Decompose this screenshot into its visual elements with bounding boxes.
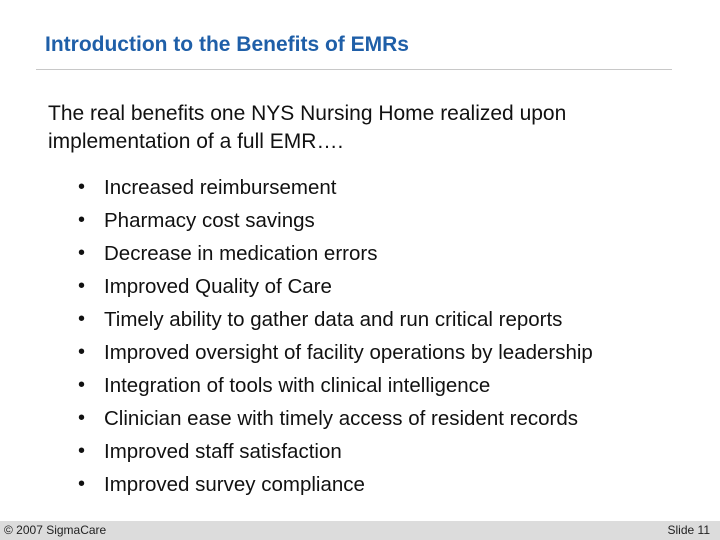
- bullet-icon: •: [78, 275, 86, 297]
- list-item-text: Improved survey compliance: [104, 473, 365, 496]
- bullet-icon: •: [78, 407, 86, 429]
- list-item-text: Improved Quality of Care: [104, 275, 332, 298]
- list-item-text: Improved staff satisfaction: [104, 440, 342, 463]
- list-item: [78, 336, 593, 369]
- bullet-icon: •: [78, 242, 86, 264]
- slide-footer: [0, 521, 720, 540]
- slide-number: Slide 11: [667, 523, 710, 537]
- bullet-icon: •: [78, 440, 86, 462]
- intro-text: The real benefits one NYS Nursing Home realized upon implementation of a full EMR….: [48, 102, 567, 153]
- list-item-text: Integration of tools with clinical intelligence: [104, 374, 491, 397]
- list-item: [78, 171, 593, 204]
- bullet-icon: •: [78, 473, 86, 495]
- list-item-text: Improved oversight of facility operations by leadership: [104, 341, 593, 364]
- list-item: [78, 204, 593, 237]
- bullet-icon: •: [78, 341, 86, 363]
- list-item: [78, 435, 593, 468]
- list-item-text: Clinician ease with timely access of resident records: [104, 407, 578, 430]
- copyright-text: © 2007 SigmaCare: [4, 523, 107, 537]
- list-item: [78, 237, 593, 270]
- title-divider: [36, 69, 672, 70]
- list-item-text: Pharmacy cost savings: [104, 209, 315, 232]
- list-item-text: Decrease in medication errors: [104, 242, 378, 265]
- bullet-icon: •: [78, 308, 86, 330]
- list-item-text: Timely ability to gather data and run critical reports: [104, 308, 563, 331]
- list-item: [78, 303, 593, 336]
- bullet-icon: •: [78, 176, 86, 198]
- list-item: [78, 270, 593, 303]
- list-item: [78, 468, 593, 501]
- list-item: [78, 369, 593, 402]
- list-item: [78, 402, 593, 435]
- bullet-icon: •: [78, 374, 86, 396]
- bullet-icon: •: [78, 209, 86, 231]
- slide-title: Introduction to the Benefits of EMRs: [45, 33, 409, 56]
- list-item-text: Increased reimbursement: [104, 176, 337, 199]
- benefits-list: [78, 171, 593, 501]
